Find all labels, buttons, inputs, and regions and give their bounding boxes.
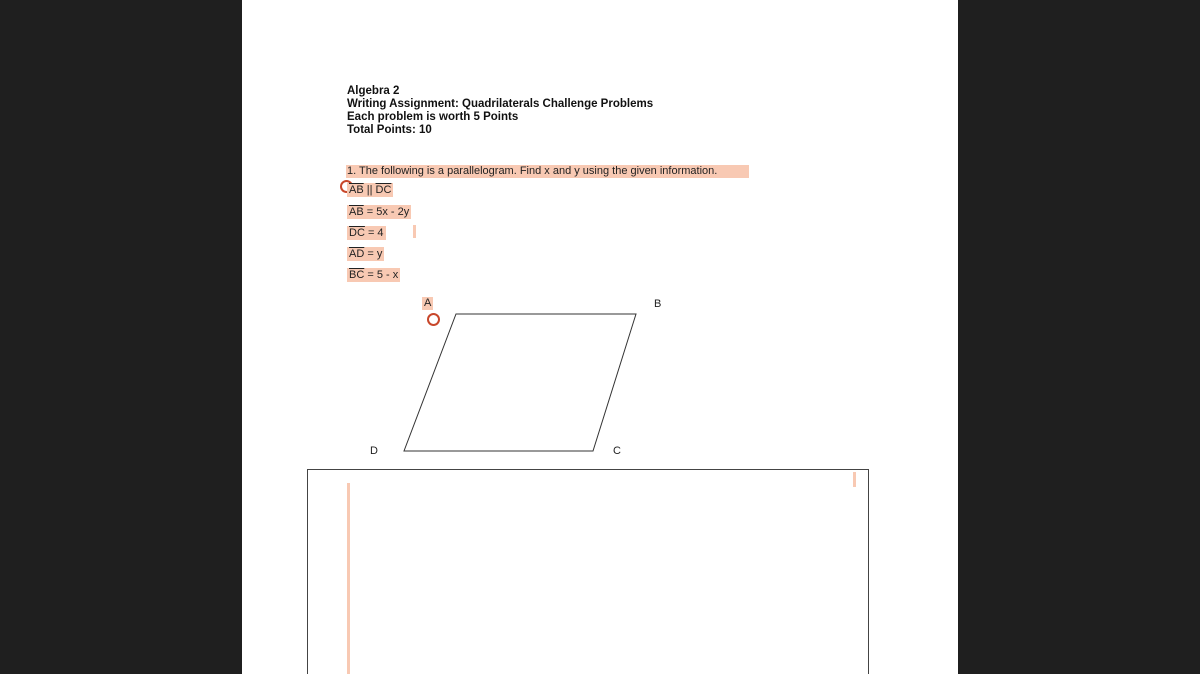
- segment-dc-label: $\overline{DC}$: [375, 184, 392, 196]
- equation-text: = 4: [364, 227, 384, 239]
- answer-box[interactable]: [307, 469, 869, 674]
- answer-highlight-mark: [853, 472, 856, 487]
- total-points-text: Total Points: 10: [347, 124, 432, 136]
- text-cursor-mark: [413, 225, 416, 238]
- points-each-text: Each problem is worth 5 Points: [347, 111, 519, 123]
- segment-label: $\overline{AB}$: [349, 206, 364, 218]
- equation-text: = 5 - x: [364, 269, 399, 281]
- answer-highlight-bar: [347, 483, 350, 674]
- vertex-c-label: C: [613, 445, 621, 457]
- document-page: [242, 0, 958, 674]
- vertex-a-label[interactable]: A: [424, 297, 432, 309]
- equation-text: = y: [364, 248, 383, 260]
- vertex-d-label: D: [370, 445, 378, 457]
- segment-label: $\overline{BC}$: [349, 269, 365, 281]
- given-ab-parallel-dc[interactable]: [347, 183, 393, 197]
- equation-text: = 5x - 2y: [363, 206, 410, 218]
- assignment-title: Writing Assignment: Quadrilaterals Challenge Problems: [347, 98, 654, 110]
- given-ab-length[interactable]: [347, 205, 411, 219]
- parallel-symbol: ||: [363, 184, 376, 196]
- segment-label: $\overline{AD}$: [349, 248, 365, 260]
- parallelogram-shape: [404, 314, 636, 451]
- problem-1-prompt[interactable]: 1. The following is a parallelogram. Find x and y using the given information.: [346, 165, 749, 178]
- segment-ab-label: $\overline{AB}$: [349, 184, 364, 196]
- given-ad-length[interactable]: [347, 247, 384, 261]
- given-dc-length[interactable]: [347, 226, 386, 240]
- given-bc-length[interactable]: [347, 268, 400, 282]
- selection-handle-end[interactable]: [427, 313, 440, 326]
- course-title: Algebra 2: [347, 85, 400, 97]
- document-header: [347, 85, 653, 137]
- segment-label: $\overline{DC}$: [349, 227, 365, 239]
- vertex-b-label: B: [654, 298, 662, 310]
